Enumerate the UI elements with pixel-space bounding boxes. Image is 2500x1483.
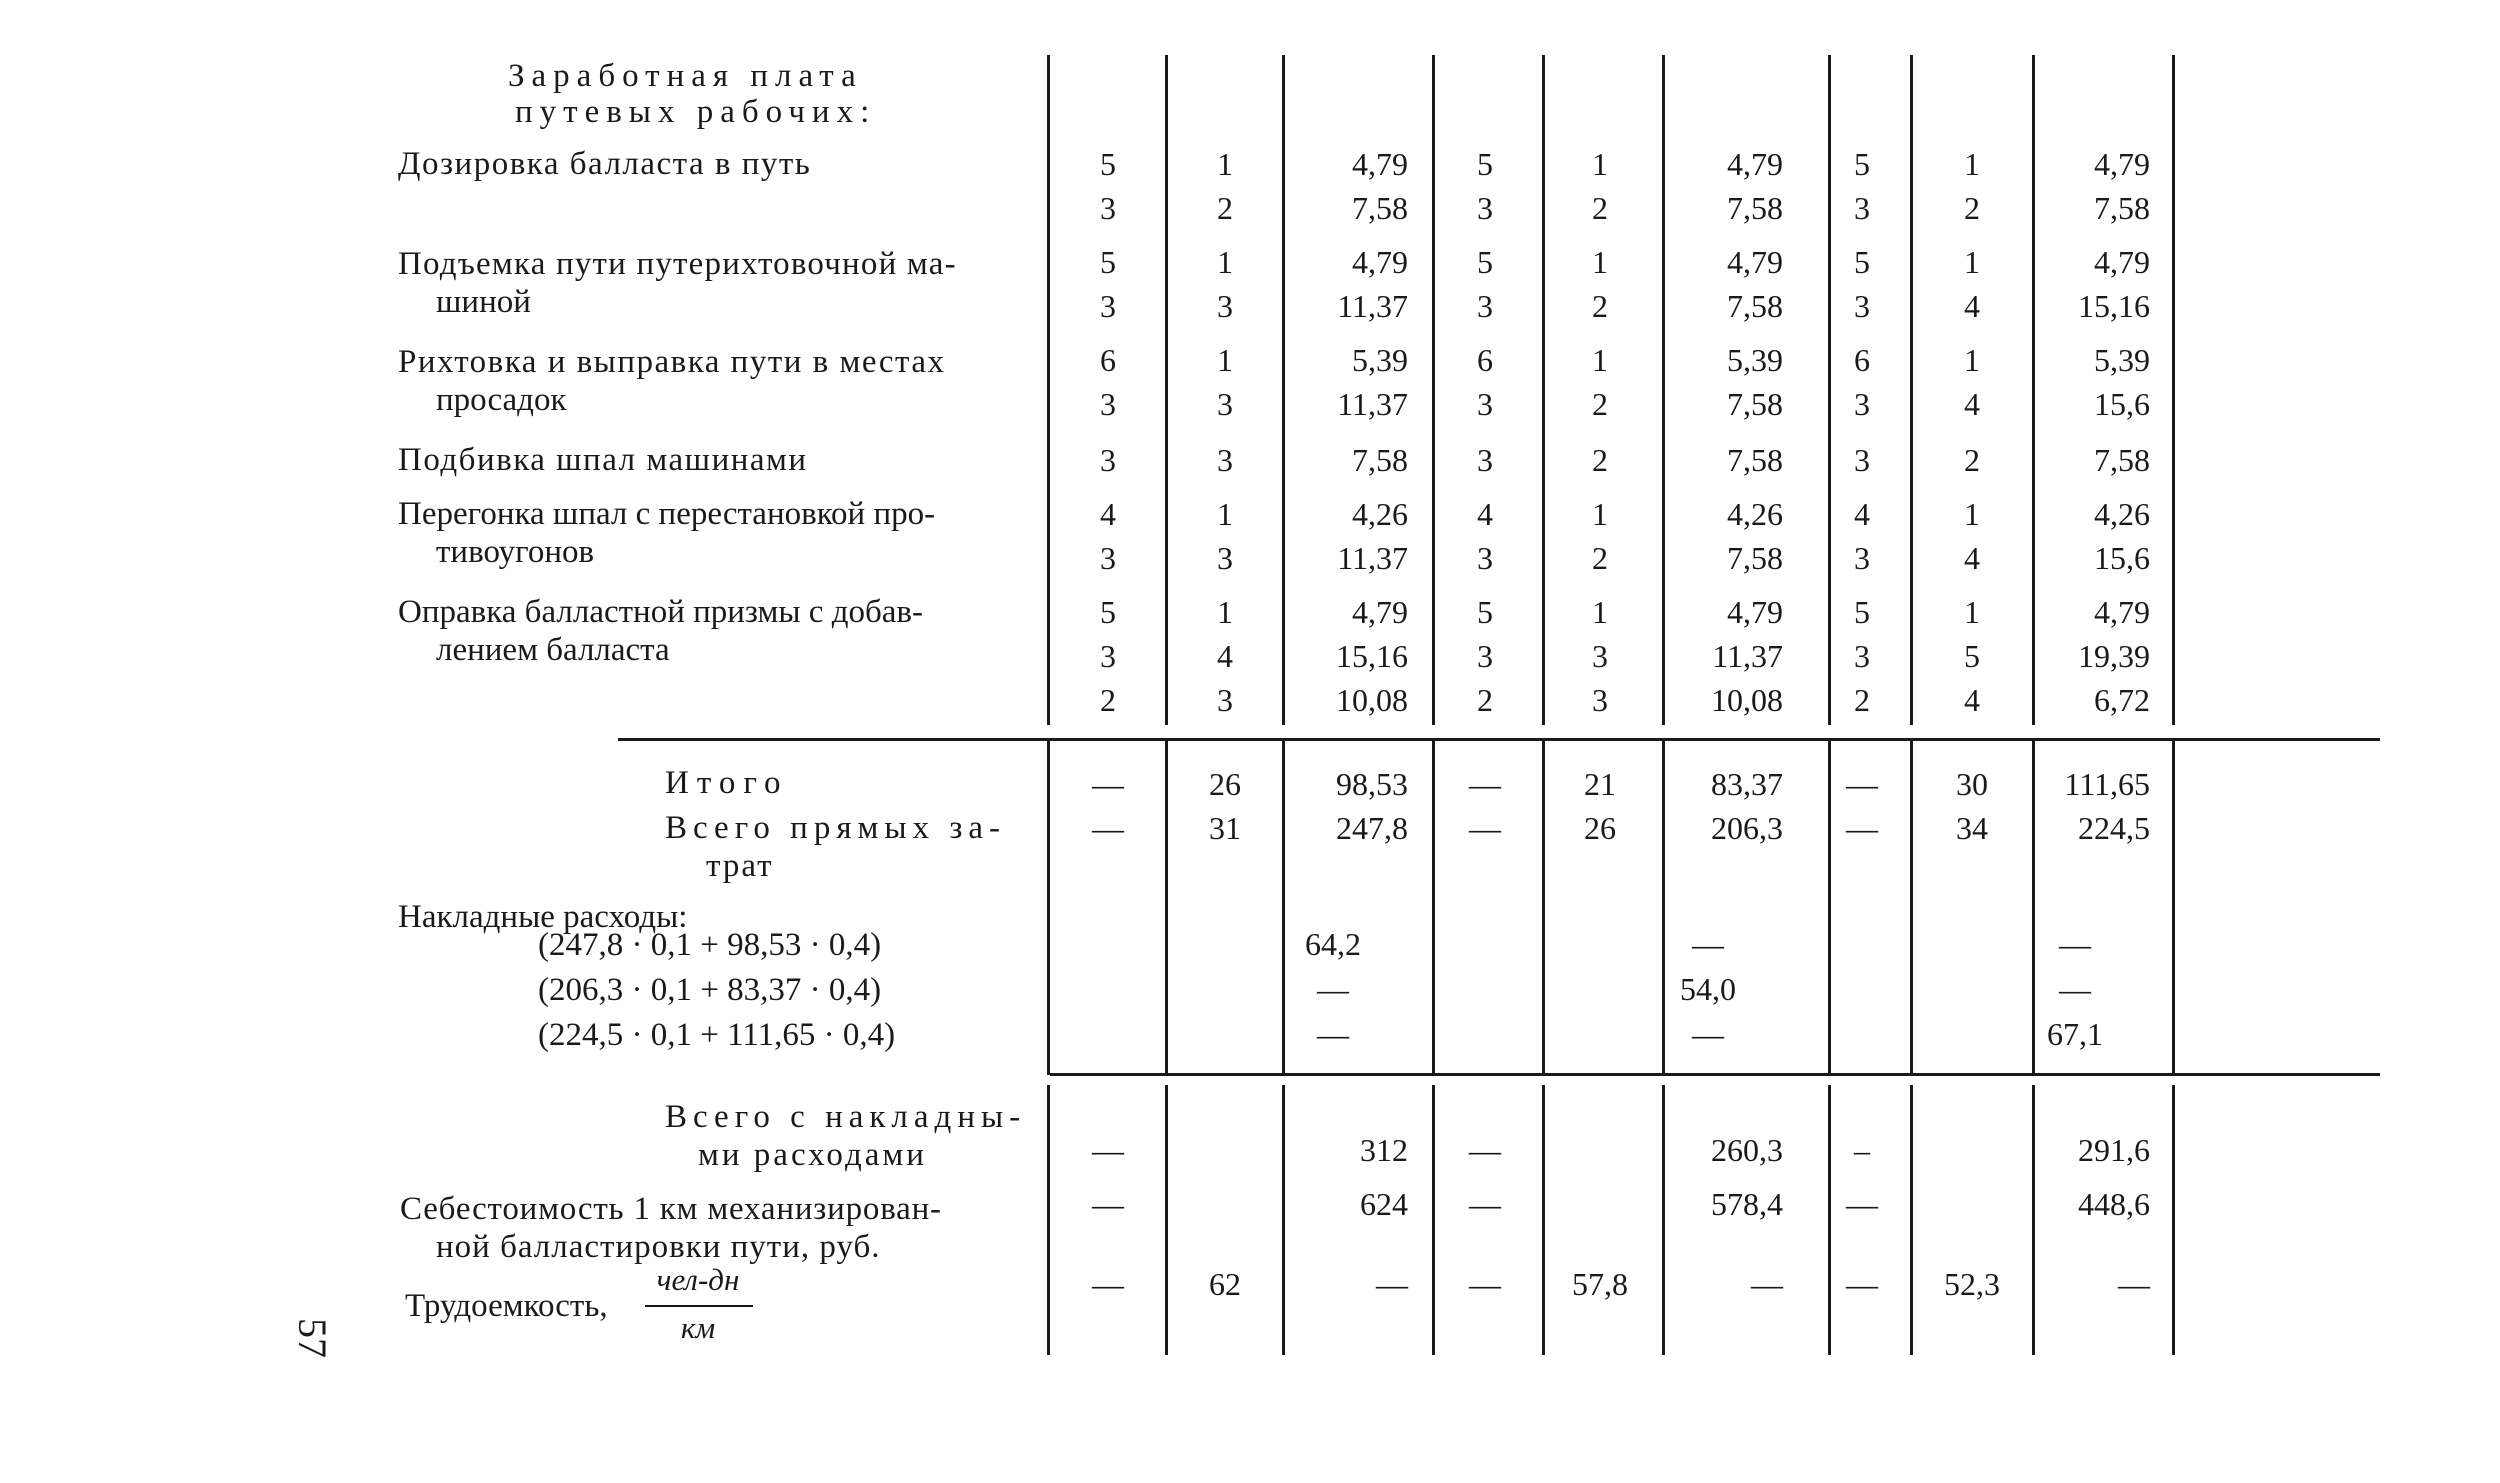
table-cell: 3 bbox=[1217, 386, 1233, 422]
overhead-value: — bbox=[1692, 1016, 1724, 1052]
op-label-1: Дозировка балласта в путь bbox=[398, 146, 812, 182]
table-cell: 2 bbox=[1592, 442, 1608, 478]
table-cell: 2 bbox=[1592, 288, 1608, 324]
sebestoimost-label-a: Себестоимость 1 км механизирован- bbox=[400, 1191, 942, 1227]
sebestoimost-label-b: ной балластировки пути, руб. bbox=[436, 1229, 881, 1265]
table-cell: 247,8 bbox=[1336, 810, 1408, 846]
table-cell: 3 bbox=[1100, 638, 1116, 674]
table-cell: 3 bbox=[1217, 682, 1233, 718]
table-cell: — bbox=[1751, 1266, 1783, 1302]
table-cell: 7,58 bbox=[1727, 288, 1783, 324]
column-rule bbox=[2172, 1085, 2175, 1355]
table-cell: 10,08 bbox=[1711, 682, 1783, 718]
table-cell: 206,3 bbox=[1711, 810, 1783, 846]
table-cell: 6 bbox=[1854, 342, 1870, 378]
table-cell: 4 bbox=[1217, 638, 1233, 674]
table-cell: 3 bbox=[1477, 442, 1493, 478]
column-rule bbox=[2032, 740, 2035, 1075]
table-cell: 7,58 bbox=[1727, 442, 1783, 478]
column-rule bbox=[1282, 1085, 1285, 1355]
vsego-pryamyh-label-b: трат bbox=[706, 848, 774, 884]
column-rule bbox=[1047, 740, 1050, 1075]
table-cell: 15,6 bbox=[2094, 540, 2150, 576]
table-cell: 1 bbox=[1964, 594, 1980, 630]
column-rule bbox=[1828, 740, 1831, 1075]
column-rule bbox=[1910, 1085, 1913, 1355]
table-cell: 57,8 bbox=[1572, 1266, 1628, 1302]
table-cell: 224,5 bbox=[2078, 810, 2150, 846]
table-cell: 5 bbox=[1854, 594, 1870, 630]
table-cell: 5,39 bbox=[1352, 342, 1408, 378]
table-cell: 11,37 bbox=[1337, 540, 1408, 576]
table-cell: 2 bbox=[1854, 682, 1870, 718]
column-rule bbox=[1047, 55, 1050, 725]
table-cell: — bbox=[1846, 766, 1878, 802]
column-rule bbox=[2032, 55, 2035, 725]
table-cell: 3 bbox=[1854, 442, 1870, 478]
table-cell: 30 bbox=[1956, 766, 1988, 802]
table-cell: 2 bbox=[1592, 386, 1608, 422]
table-cell: 1 bbox=[1964, 146, 1980, 182]
section-rule bbox=[618, 738, 2380, 741]
table-cell: 4 bbox=[1964, 288, 1980, 324]
overhead-value: — bbox=[1317, 1016, 1349, 1052]
vsego-pryamyh-label-a: Всего прямых за- bbox=[665, 810, 1006, 846]
table-cell: 15,6 bbox=[2094, 386, 2150, 422]
table-cell: — bbox=[1846, 1266, 1878, 1302]
table-cell: 2 bbox=[1964, 190, 1980, 226]
table-cell: 7,58 bbox=[1727, 540, 1783, 576]
table-cell: 1 bbox=[1964, 496, 1980, 532]
table-cell: 10,08 bbox=[1336, 682, 1408, 718]
table-cell: 26 bbox=[1209, 766, 1241, 802]
table-cell: — bbox=[1092, 766, 1124, 802]
op-label-3b: просадок bbox=[436, 382, 567, 418]
table-cell: 1 bbox=[1217, 146, 1233, 182]
table-cell: 3 bbox=[1217, 288, 1233, 324]
table-cell: 3 bbox=[1854, 638, 1870, 674]
table-cell: 21 bbox=[1584, 766, 1616, 802]
table-cell: 3 bbox=[1477, 190, 1493, 226]
table-cell: 4,26 bbox=[1727, 496, 1783, 532]
table-cell: 62 bbox=[1209, 1266, 1241, 1302]
table-cell: — bbox=[1469, 1186, 1501, 1222]
table-cell: 3 bbox=[1592, 682, 1608, 718]
table-cell: 2 bbox=[1592, 190, 1608, 226]
table-cell: 83,37 bbox=[1711, 766, 1783, 802]
table-cell: 34 bbox=[1956, 810, 1988, 846]
table-cell: — bbox=[1469, 766, 1501, 802]
column-rule bbox=[1282, 740, 1285, 1075]
table-cell: 5 bbox=[1964, 638, 1980, 674]
header-line-1: Заработная плата bbox=[508, 58, 863, 94]
table-cell: 3 bbox=[1100, 442, 1116, 478]
table-cell: 1 bbox=[1964, 342, 1980, 378]
column-rule bbox=[1047, 1085, 1050, 1355]
op-label-2b: шиной bbox=[436, 284, 531, 320]
table-cell: 5 bbox=[1477, 594, 1493, 630]
overhead-value: — bbox=[1692, 926, 1724, 962]
table-cell: 4 bbox=[1964, 682, 1980, 718]
table-cell: 11,37 bbox=[1712, 638, 1783, 674]
table-cell: 31 bbox=[1209, 810, 1241, 846]
table-cell: 1 bbox=[1592, 146, 1608, 182]
table-cell: 4,79 bbox=[1727, 244, 1783, 280]
table-cell: 578,4 bbox=[1711, 1186, 1783, 1222]
op-label-2a: Подъемка пути путерихтовочной ма- bbox=[398, 246, 957, 282]
table-cell: 3 bbox=[1100, 190, 1116, 226]
table-cell: — bbox=[1092, 1132, 1124, 1168]
vsego-s-nakl-label-b: ми расходами bbox=[698, 1137, 927, 1173]
table-cell: 4 bbox=[1854, 496, 1870, 532]
table-cell: 3 bbox=[1477, 288, 1493, 324]
table-cell: — bbox=[1469, 1266, 1501, 1302]
header-line-2: путевых рабочих: bbox=[515, 94, 877, 130]
table-cell: 1 bbox=[1217, 594, 1233, 630]
table-cell: 7,58 bbox=[1727, 190, 1783, 226]
table-cell: 624 bbox=[1360, 1186, 1408, 1222]
column-rule bbox=[1662, 1085, 1665, 1355]
overhead-formula-1: (247,8 · 0,1 + 98,53 · 0,4) bbox=[538, 927, 882, 963]
overhead-value: 54,0 bbox=[1680, 971, 1736, 1007]
table-cell: 2 bbox=[1477, 682, 1493, 718]
table-cell: 4,79 bbox=[1352, 146, 1408, 182]
overhead-formula-2: (206,3 · 0,1 + 83,37 · 0,4) bbox=[538, 972, 882, 1008]
table-cell: 1 bbox=[1964, 244, 1980, 280]
table-cell: 3 bbox=[1477, 540, 1493, 576]
column-rule bbox=[1432, 1085, 1435, 1355]
op-label-3a: Рихтовка и выправка пути в местах bbox=[398, 344, 946, 380]
table-cell: 4 bbox=[1100, 496, 1116, 532]
column-rule bbox=[1282, 55, 1285, 725]
column-rule bbox=[1828, 1085, 1831, 1355]
trudoemkost-label: Трудоемкость, bbox=[405, 1288, 608, 1324]
table-cell: 5,39 bbox=[1727, 342, 1783, 378]
table-cell: 3 bbox=[1217, 540, 1233, 576]
table-cell: – bbox=[1854, 1132, 1870, 1168]
table-cell: 98,53 bbox=[1336, 766, 1408, 802]
column-rule bbox=[1542, 740, 1545, 1075]
unit-denominator: км bbox=[680, 1310, 716, 1345]
table-cell: 260,3 bbox=[1711, 1132, 1783, 1168]
table-cell: 5,39 bbox=[2094, 342, 2150, 378]
table-cell: 291,6 bbox=[2078, 1132, 2150, 1168]
column-rule bbox=[1165, 1085, 1168, 1355]
table-cell: 3 bbox=[1854, 540, 1870, 576]
table-cell: 6 bbox=[1477, 342, 1493, 378]
overhead-value: — bbox=[2059, 926, 2091, 962]
table-cell: — bbox=[1469, 810, 1501, 846]
overhead-value: — bbox=[2059, 971, 2091, 1007]
table-cell: 11,37 bbox=[1337, 288, 1408, 324]
table-cell: 1 bbox=[1592, 594, 1608, 630]
table-cell: 4,79 bbox=[1727, 594, 1783, 630]
table-cell: 5 bbox=[1854, 244, 1870, 280]
unit-numerator: чел-дн bbox=[656, 1262, 740, 1297]
column-rule bbox=[1542, 55, 1545, 725]
vsego-s-nakl-label-a: Всего с накладны- bbox=[665, 1099, 1027, 1135]
table-cell: 5 bbox=[1477, 146, 1493, 182]
table-cell: 3 bbox=[1100, 288, 1116, 324]
table-cell: 5 bbox=[1100, 146, 1116, 182]
column-rule bbox=[2032, 1085, 2035, 1355]
table-cell: — bbox=[1376, 1266, 1408, 1302]
column-rule bbox=[1542, 1085, 1545, 1355]
table-cell: 448,6 bbox=[2078, 1186, 2150, 1222]
table-cell: 3 bbox=[1477, 638, 1493, 674]
table-cell: 5 bbox=[1100, 244, 1116, 280]
table-cell: 15,16 bbox=[1336, 638, 1408, 674]
table-cell: 3 bbox=[1217, 442, 1233, 478]
table-cell: — bbox=[2118, 1266, 2150, 1302]
table-cell: — bbox=[1092, 1266, 1124, 1302]
fraction-bar bbox=[645, 1305, 753, 1307]
table-cell: 7,58 bbox=[2094, 190, 2150, 226]
table-cell: 4,26 bbox=[2094, 496, 2150, 532]
op-label-4: Подбивка шпал машинами bbox=[398, 442, 808, 478]
table-cell: 4,79 bbox=[2094, 146, 2150, 182]
table-cell: — bbox=[1469, 1132, 1501, 1168]
table-cell: 5 bbox=[1477, 244, 1493, 280]
column-rule bbox=[1910, 740, 1913, 1075]
table-cell: 3 bbox=[1100, 540, 1116, 576]
table-cell: 312 bbox=[1360, 1132, 1408, 1168]
overhead-value: 67,1 bbox=[2047, 1016, 2103, 1052]
op-label-5b: тивоугонов bbox=[436, 534, 595, 570]
table-cell: 3 bbox=[1854, 190, 1870, 226]
table-cell: 26 bbox=[1584, 810, 1616, 846]
column-rule bbox=[1432, 55, 1435, 725]
op-label-6a: Оправка балластной призмы с добав- bbox=[398, 594, 923, 630]
table-cell: 2 bbox=[1100, 682, 1116, 718]
table-cell: 3 bbox=[1592, 638, 1608, 674]
op-label-5a: Перегонка шпал с перестановкой про- bbox=[398, 496, 936, 532]
table-cell: 5 bbox=[1854, 146, 1870, 182]
column-rule bbox=[1432, 740, 1435, 1075]
table-cell: 4 bbox=[1964, 386, 1980, 422]
table-cell: 1 bbox=[1217, 342, 1233, 378]
overhead-value: 64,2 bbox=[1305, 926, 1361, 962]
table-cell: 5 bbox=[1100, 594, 1116, 630]
table-cell: 1 bbox=[1592, 244, 1608, 280]
table-cell: 4,79 bbox=[1727, 146, 1783, 182]
table-cell: 1 bbox=[1592, 342, 1608, 378]
table-cell: 15,16 bbox=[2078, 288, 2150, 324]
overhead-formula-3: (224,5 · 0,1 + 111,65 · 0,4) bbox=[538, 1017, 896, 1053]
table-cell: 7,58 bbox=[1352, 190, 1408, 226]
table-cell: 4,79 bbox=[2094, 244, 2150, 280]
table-cell: 4 bbox=[1477, 496, 1493, 532]
column-rule bbox=[1662, 55, 1665, 725]
column-rule bbox=[1165, 55, 1168, 725]
table-cell: 2 bbox=[1217, 190, 1233, 226]
table-cell: 2 bbox=[1964, 442, 1980, 478]
table-cell: 1 bbox=[1592, 496, 1608, 532]
table-cell: 6 bbox=[1100, 342, 1116, 378]
table-cell: — bbox=[1846, 810, 1878, 846]
column-rule bbox=[2172, 740, 2175, 1075]
op-label-6b: лением балласта bbox=[436, 632, 670, 668]
table-cell: — bbox=[1092, 810, 1124, 846]
column-rule bbox=[1165, 740, 1168, 1075]
table-cell: 4 bbox=[1964, 540, 1980, 576]
table-cell: 1 bbox=[1217, 244, 1233, 280]
table-cell: 3 bbox=[1854, 386, 1870, 422]
table-cell: 111,65 bbox=[2064, 766, 2150, 802]
table-cell: 7,58 bbox=[1352, 442, 1408, 478]
table-cell: 2 bbox=[1592, 540, 1608, 576]
overhead-value: — bbox=[1317, 971, 1349, 1007]
column-rule bbox=[1910, 55, 1913, 725]
itogo-label: Итого bbox=[665, 765, 789, 801]
table-cell: 4,79 bbox=[2094, 594, 2150, 630]
table-cell: 3 bbox=[1100, 386, 1116, 422]
table-cell: 7,58 bbox=[2094, 442, 2150, 478]
table-cell: 19,39 bbox=[2078, 638, 2150, 674]
table-cell: 1 bbox=[1217, 496, 1233, 532]
table-cell: 11,37 bbox=[1337, 386, 1408, 422]
table-cell: 52,3 bbox=[1944, 1266, 2000, 1302]
table-cell: — bbox=[1846, 1186, 1878, 1222]
table-cell: — bbox=[1092, 1186, 1124, 1222]
column-rule bbox=[1662, 740, 1665, 1075]
section-rule bbox=[1050, 1073, 2380, 1076]
table-cell: 3 bbox=[1477, 386, 1493, 422]
overhead-label: Накладные расходы: bbox=[398, 899, 688, 935]
table-cell: 4,79 bbox=[1352, 594, 1408, 630]
page-number: 57 bbox=[290, 1318, 335, 1358]
column-rule bbox=[1828, 55, 1831, 725]
table-cell: 4,26 bbox=[1352, 496, 1408, 532]
table-cell: 6,72 bbox=[2094, 682, 2150, 718]
table-cell: 4,79 bbox=[1352, 244, 1408, 280]
column-rule bbox=[2172, 55, 2175, 725]
table-cell: 7,58 bbox=[1727, 386, 1783, 422]
table-cell: 3 bbox=[1854, 288, 1870, 324]
